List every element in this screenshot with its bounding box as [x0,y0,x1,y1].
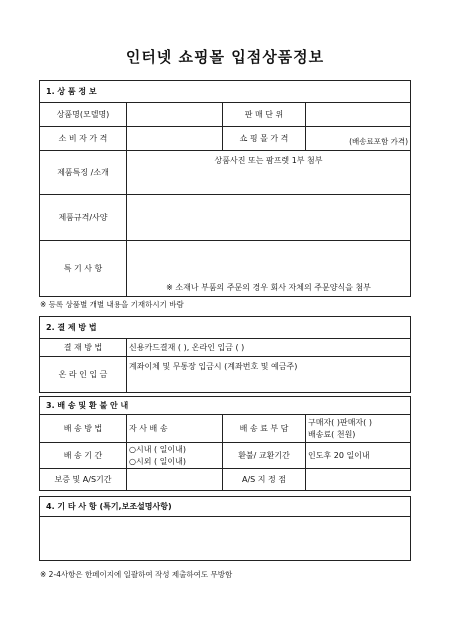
features-label: 제품특징 /소개 [40,151,127,195]
payment-table [39,316,411,393]
spec-field[interactable] [127,195,411,241]
as-center-label: A/S 지 정 점 [223,469,306,491]
online-deposit-label: 온 라 인 입 금 [40,357,127,393]
other-notes-field[interactable] [40,517,411,561]
section4-heading: 4. 기 타 사 항 (특기,보조설명사항) [40,497,411,517]
note-register: ※ 등록 상품별 개별 내용을 기재하시기 바람 [40,300,184,309]
mall-price-label: 쇼 핑 몰 가 격 [223,127,306,151]
refund-period-value[interactable]: 인도후 20 일이내 [306,443,411,469]
section3-heading: 3. 배 송 및 환 불 안 내 [40,397,411,415]
section1-heading: 1. 상 품 정 보 [40,81,411,103]
delivery-table [39,396,411,491]
delivery-method-label: 배 송 방 법 [40,415,127,443]
features-field[interactable] [127,151,411,195]
mall-price-note: (배송료포함 가격) [349,137,409,146]
delivery-fee-amount: 배송료( 천원) [308,429,356,439]
features-note: 상품사진 또는 팜프렛 1부 첨부 [214,156,323,165]
consumer-price-label: 소 비 자 가 격 [40,127,127,151]
delivery-fee-value[interactable] [306,415,411,443]
product-name-label: 상품명(모델명) [40,103,127,127]
spec-label: 제품규격/사양 [40,195,127,241]
payment-method-label: 결 재 방 법 [40,339,127,357]
payment-method-value[interactable]: 신용카드결재 ( ), 온라인 입금 ( ) [127,339,411,357]
other-notes-table [39,496,411,561]
warranty-field[interactable] [127,469,223,491]
delivery-method-value[interactable]: 자 사 배 송 [127,415,223,443]
sales-unit-field[interactable] [306,103,411,127]
delivery-period-outside: ○시외 ( 일이내) [129,456,186,466]
product-name-field[interactable] [127,103,223,127]
mall-price-field[interactable] [306,127,411,151]
delivery-period-city: ○시내 ( 일이내) [129,444,186,454]
consumer-price-field[interactable] [127,127,223,151]
sales-unit-label: 판 매 단 위 [223,103,306,127]
note-submission: ※ 2-4사항은 한페이지에 일괄하여 작성 제출하여도 무방함 [40,570,233,579]
special-label: 특 기 사 항 [40,241,127,297]
special-field[interactable] [127,241,411,297]
as-center-field[interactable] [306,469,411,491]
delivery-period-label: 배 송 기 간 [40,443,127,469]
online-deposit-value[interactable]: 계좌이체 및 무통장 입금시 (계좌번호 및 예금주) [127,357,411,393]
warranty-label: 보증 및 A/S기간 [40,469,127,491]
section2-heading: 2. 결 제 방 법 [40,317,411,339]
refund-period-label: 환불/ 교환기간 [223,443,306,469]
delivery-period-value[interactable] [127,443,223,469]
page-title: 인터넷 쇼핑몰 입점상품정보 [125,48,325,66]
delivery-fee-label: 배 송 료 부 담 [223,415,306,443]
special-note: ※ 소재나 부품의 주문의 경우 회사 자체의 주문양식을 첨부 [166,283,371,292]
delivery-fee-payer: 구매자( )판매자( ) [308,417,372,427]
product-info-table [39,80,411,297]
